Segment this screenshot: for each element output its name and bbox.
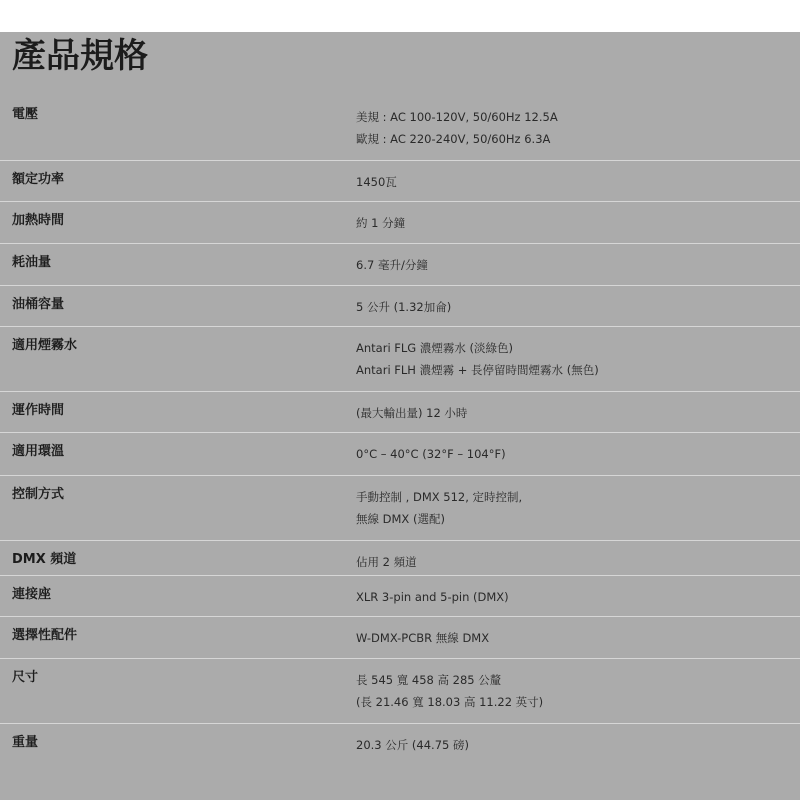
spec-value: 佔用 2 頻道 <box>356 555 417 569</box>
spec-values <box>356 486 522 530</box>
spec-row <box>0 659 800 724</box>
spec-value: 無線 DMX (選配) <box>356 512 445 526</box>
spec-label: 額定功率 <box>12 172 65 187</box>
spec-value: Antari FLG 濃煙霧水 (淡綠色) <box>356 341 514 355</box>
spec-value: XLR 3-pin and 5-pin (DMX) <box>356 590 509 604</box>
spec-values <box>356 402 467 424</box>
spec-row <box>0 327 800 392</box>
spec-value: 1450瓦 <box>356 175 397 189</box>
spec-row <box>0 202 800 244</box>
spec-row <box>0 576 800 617</box>
spec-label: 耗油量 <box>12 255 52 270</box>
spec-row <box>0 433 800 476</box>
spec-value: Antari FLH 濃煙霧 + 長停留時間煙霧水 (無色) <box>356 363 599 377</box>
spec-value: 美規 : AC 100-120V, 50/60Hz 12.5A <box>356 110 558 124</box>
spec-values <box>356 551 417 573</box>
spec-row <box>0 286 800 327</box>
spec-label: 油桶容量 <box>12 297 65 312</box>
spec-row <box>0 96 800 161</box>
spec-label: 適用環溫 <box>12 444 65 459</box>
spec-row <box>0 541 800 576</box>
spec-row <box>0 161 800 202</box>
spec-label: 選擇性配件 <box>12 628 78 643</box>
spec-values <box>356 669 543 713</box>
spec-row <box>0 392 800 433</box>
spec-value: 6.7 毫升/分鐘 <box>356 258 428 272</box>
spec-value: 約 1 分鐘 <box>356 216 406 230</box>
spec-values <box>356 212 405 234</box>
spec-values <box>356 443 506 465</box>
spec-values <box>356 254 428 276</box>
spec-value: (最大輸出量) 12 小時 <box>356 406 468 420</box>
spec-row <box>0 724 800 800</box>
spec-label: 尺寸 <box>12 670 39 685</box>
spec-values <box>356 734 469 756</box>
spec-label: 加熱時間 <box>12 213 65 228</box>
spec-label: 適用煙霧水 <box>12 338 78 353</box>
page-title: 產品規格 <box>12 36 148 76</box>
spec-row <box>0 476 800 541</box>
spec-values <box>356 106 558 150</box>
spec-values <box>356 171 397 193</box>
spec-value: (長 21.46 寬 18.03 高 11.22 英寸) <box>356 695 544 709</box>
spec-label: 重量 <box>12 735 39 750</box>
spec-value: 長 545 寬 458 高 285 公釐 <box>356 673 502 687</box>
spec-values <box>356 627 489 649</box>
spec-label: 運作時間 <box>12 403 65 418</box>
spec-values <box>356 337 599 381</box>
spec-label: DMX 頻道 <box>12 552 77 567</box>
spec-value: 20.3 公斤 (44.75 磅) <box>356 738 469 752</box>
spec-row <box>0 244 800 286</box>
spec-value: W-DMX-PCBR 無線 DMX <box>356 631 490 645</box>
spec-value: 歐規 : AC 220-240V, 50/60Hz 6.3A <box>356 132 551 146</box>
spec-label: 連接座 <box>12 587 52 602</box>
spec-value: 手動控制 , DMX 512, 定時控制, <box>356 490 523 504</box>
spec-label: 控制方式 <box>12 487 65 502</box>
spec-values <box>356 586 509 608</box>
spec-row <box>0 617 800 659</box>
spec-value: 0°C – 40°C (32°F – 104°F) <box>356 447 506 461</box>
spec-value: 5 公升 (1.32加侖) <box>356 300 452 314</box>
spec-label: 電壓 <box>12 107 39 122</box>
spec-values <box>356 296 451 318</box>
